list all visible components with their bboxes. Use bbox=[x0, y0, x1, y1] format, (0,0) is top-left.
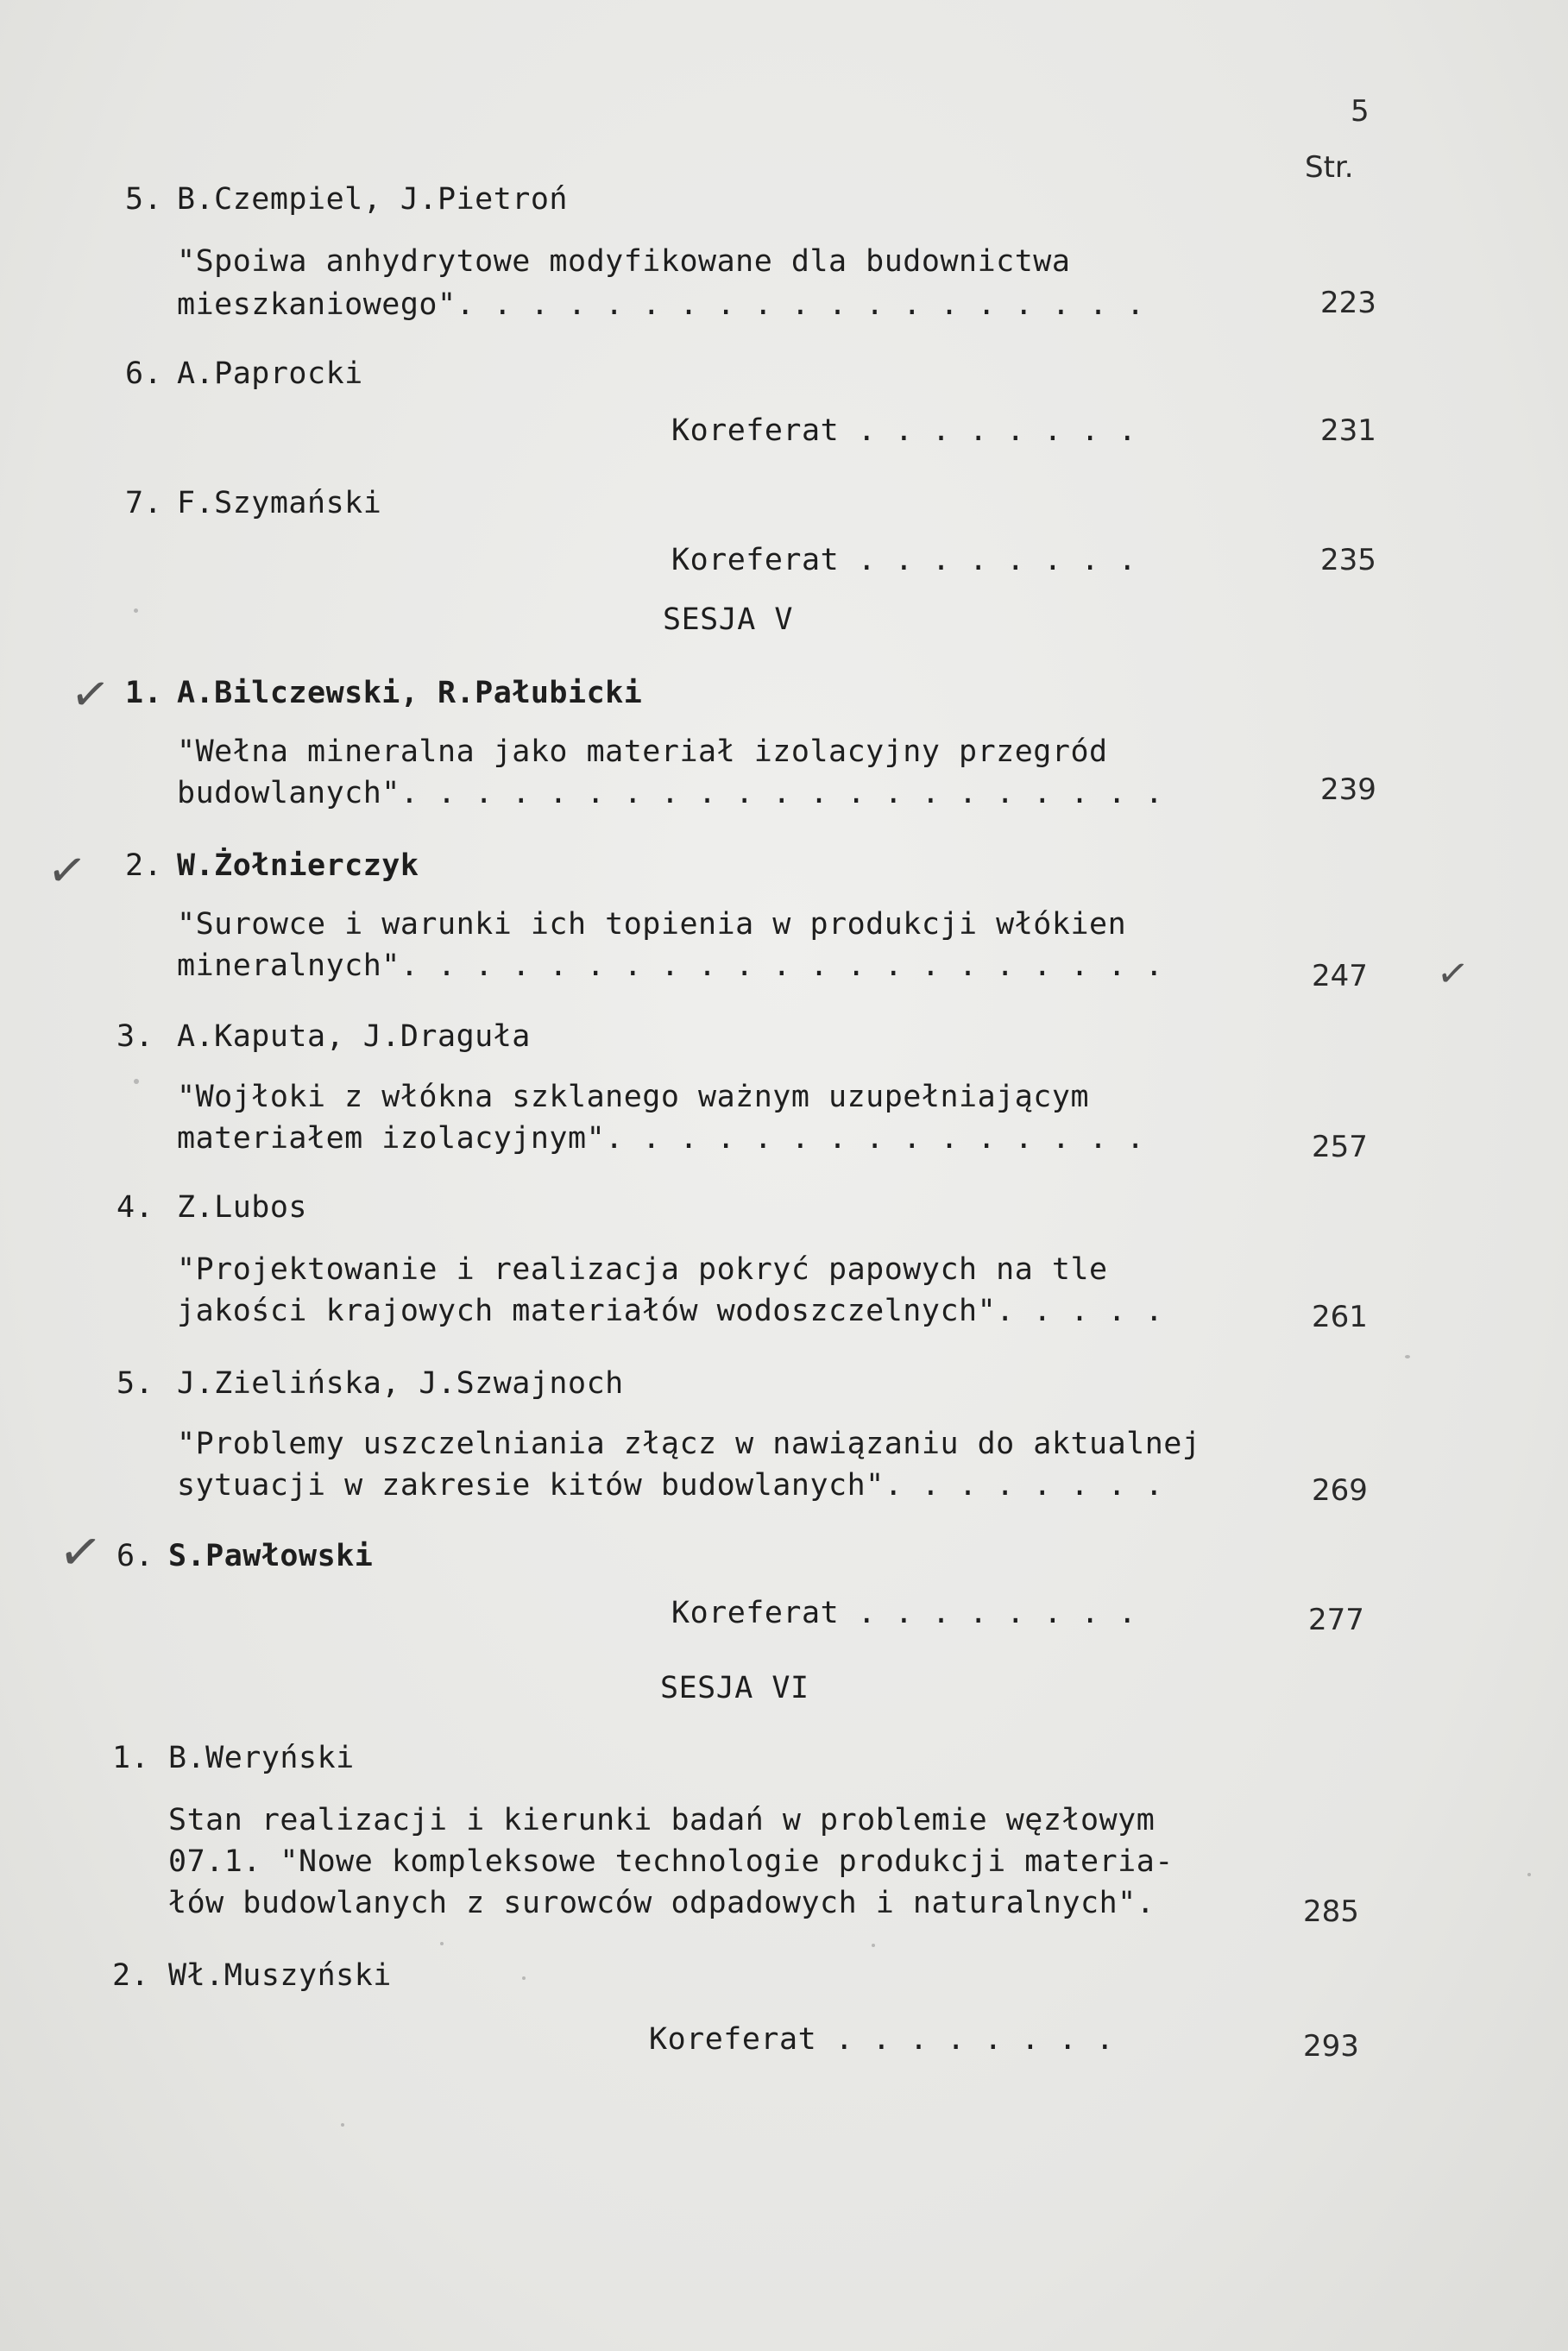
entry-page: 247 bbox=[1312, 959, 1368, 993]
entry-title-line: "Projektowanie i realizacja pokryć papowych na tle bbox=[177, 1252, 1108, 1287]
entry-author: A.Kaputa, J.Draguła bbox=[177, 1019, 531, 1054]
entry-number: 6. bbox=[116, 1539, 154, 1573]
entry-title-line: łów budowlanych z surowców odpadowych i naturalnych". bbox=[168, 1886, 1156, 1920]
scan-speck bbox=[522, 1976, 526, 1980]
entry-author: B.Weryński bbox=[168, 1741, 355, 1775]
entry-title-line: mieszkaniowego". . . . . . . . . . . . . . . . . . . bbox=[177, 287, 1145, 322]
entry-title-line: sytuacji w zakresie kitów budowlanych". . . . . . . . bbox=[177, 1468, 1164, 1503]
scan-speck bbox=[1405, 1355, 1410, 1358]
koreferat-line: Koreferat . . . . . . . . bbox=[671, 1596, 1137, 1630]
entry-title-line: 07.1. "Nowe kompleksowe technologie produkcji materia- bbox=[168, 1844, 1174, 1879]
entry-title-line: "Wełna mineralna jako materiał izolacyjny przegród bbox=[177, 734, 1108, 769]
entry-page: 261 bbox=[1312, 1300, 1368, 1334]
check-mark-icon: ✓ bbox=[1433, 949, 1472, 999]
entry-page: 257 bbox=[1312, 1130, 1368, 1164]
scan-speck bbox=[134, 1079, 139, 1084]
scan-speck bbox=[440, 1942, 444, 1945]
entry-author: W.Żołnierczyk bbox=[177, 848, 419, 883]
koreferat-line: Koreferat . . . . . . . . bbox=[649, 2022, 1115, 2057]
koreferat-line: Koreferat . . . . . . . . bbox=[671, 543, 1137, 577]
entry-title-line: "Spoiwa anhydrytowe modyfikowane dla budownictwa bbox=[177, 244, 1071, 279]
entry-page: 293 bbox=[1303, 2029, 1359, 2064]
entry-number: 3. bbox=[116, 1019, 154, 1054]
entry-page: 235 bbox=[1320, 543, 1376, 577]
entry-page: 239 bbox=[1320, 772, 1376, 807]
entry-number: 4. bbox=[116, 1190, 154, 1225]
entry-title-line: budowlanych". . . . . . . . . . . . . . . . . . . . . bbox=[177, 776, 1164, 810]
entry-author: B.Czempiel, J.Pietroń bbox=[177, 182, 569, 217]
scan-speck bbox=[341, 2123, 344, 2127]
scan-speck bbox=[134, 608, 138, 613]
column-label-str: Str. bbox=[1305, 150, 1354, 185]
entry-title-line: materiałem izolacyjnym". . . . . . . . . . . . . . . bbox=[177, 1121, 1145, 1156]
entry-author: Wł.Muszyński bbox=[168, 1958, 392, 1993]
section-heading: SESJA V bbox=[663, 602, 794, 637]
entry-title-line: mineralnych". . . . . . . . . . . . . . . . . . . . . bbox=[177, 949, 1164, 983]
entry-title-line: "Surowce i warunki ich topienia w produkcji włókien bbox=[177, 907, 1127, 942]
entry-number: 2. bbox=[112, 1958, 150, 1993]
entry-title-line: jakości krajowych materiałów wodoszczelnych". . . . . bbox=[177, 1294, 1164, 1328]
check-mark-icon: ✓ bbox=[54, 1519, 106, 1586]
entry-number: 5. bbox=[116, 1366, 154, 1401]
entry-number: 7. bbox=[125, 486, 163, 520]
entry-number: 6. bbox=[125, 356, 163, 391]
check-mark-icon: ✓ bbox=[43, 841, 91, 900]
section-heading: SESJA VI bbox=[660, 1671, 809, 1705]
entry-page: 285 bbox=[1303, 1894, 1359, 1929]
entry-page: 231 bbox=[1320, 413, 1376, 448]
koreferat-line: Koreferat . . . . . . . . bbox=[671, 413, 1137, 448]
entry-author: S.Pawłowski bbox=[168, 1539, 374, 1573]
entry-page: 269 bbox=[1312, 1473, 1368, 1508]
check-mark-icon: ✓ bbox=[66, 665, 114, 724]
page-number: 5 bbox=[1351, 94, 1370, 129]
entry-author: Z.Lubos bbox=[177, 1190, 308, 1225]
entry-page: 277 bbox=[1308, 1603, 1364, 1637]
entry-author: A.Paprocki bbox=[177, 356, 363, 391]
entry-page: 223 bbox=[1320, 286, 1376, 320]
entry-author: F.Szymański bbox=[177, 486, 382, 520]
entry-title-line: "Wojłoki z włókna szklanego ważnym uzupełniającym bbox=[177, 1080, 1090, 1114]
entry-title-line: Stan realizacji i kierunki badań w problemie węzłowym bbox=[168, 1803, 1156, 1837]
entry-author: J.Zielińska, J.Szwajnoch bbox=[177, 1366, 624, 1401]
entry-number: 1. bbox=[112, 1741, 150, 1775]
scan-speck bbox=[1527, 1873, 1531, 1876]
entry-number: 2. bbox=[125, 848, 163, 883]
scan-speck bbox=[872, 1944, 875, 1947]
entry-author: A.Bilczewski, R.Pałubicki bbox=[177, 676, 643, 710]
entry-title-line: "Problemy uszczelniania złącz w nawiązaniu do aktualnej bbox=[177, 1427, 1201, 1461]
entry-number: 1. bbox=[125, 676, 163, 710]
entry-number: 5. bbox=[125, 182, 163, 217]
